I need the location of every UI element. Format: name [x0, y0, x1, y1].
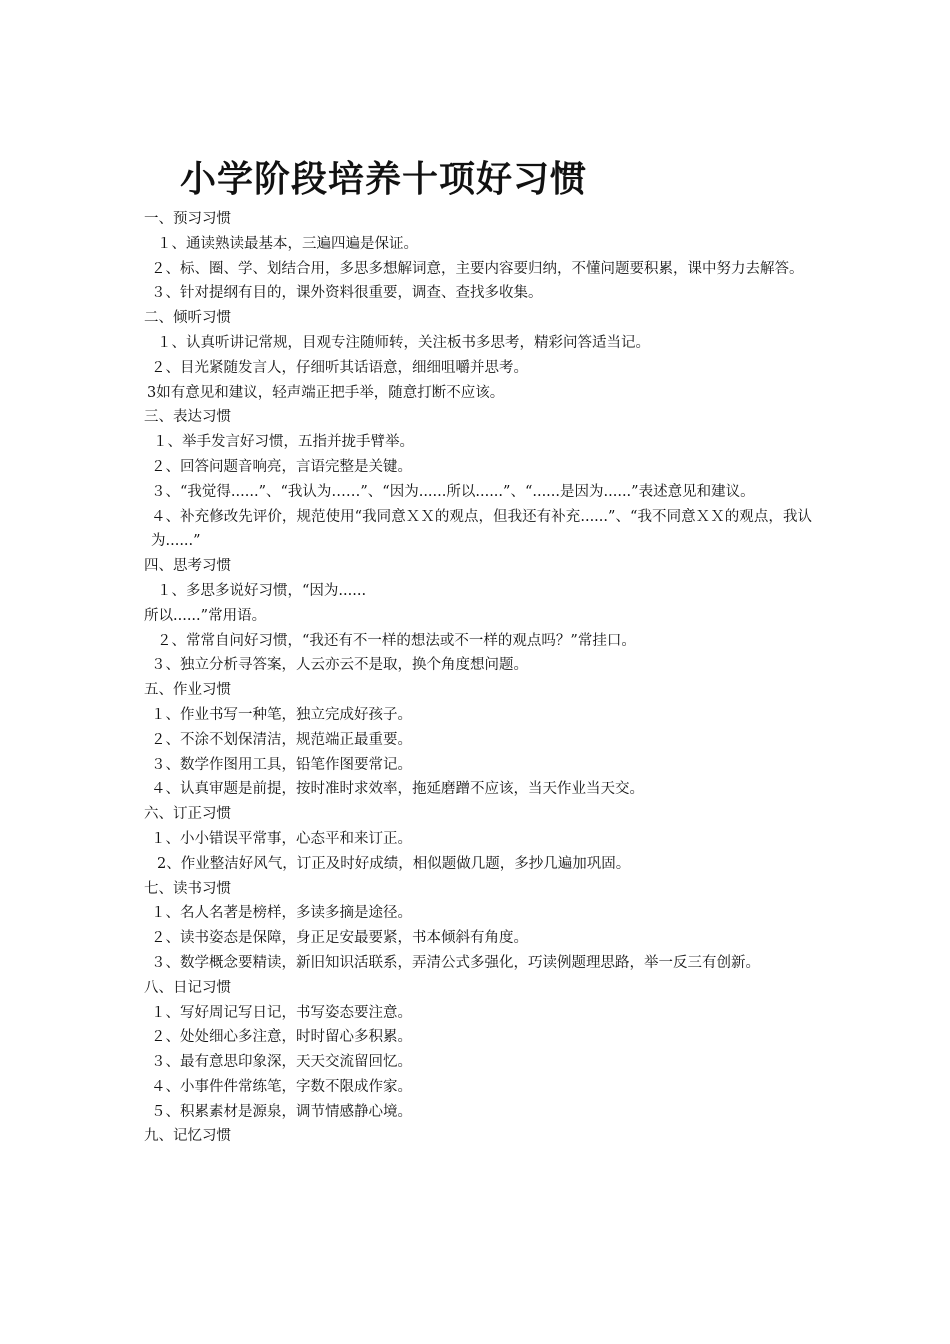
list-item: ２、读书姿态是保障，身正足安最要紧，书本倾斜有角度。 [151, 930, 528, 947]
page-title: 小学阶段培养十项好习惯 [180, 159, 588, 200]
list-item: ３、数学作图用工具，铅笔作图要常记。 [151, 756, 412, 773]
section-heading: 二、倾听习惯 [144, 310, 231, 327]
list-item: ５、积累素材是源泉，调节情感静心境。 [151, 1103, 412, 1120]
list-item: ２、标、圈、学、划结合用，多思多想解词意，主要内容要归纳，不懂问题要积累，课中努力去解答。 [151, 260, 804, 277]
list-item: 2、作业整洁好风气，订正及时好成绩，相似题做几题，多抄几遍加巩固。 [157, 855, 631, 872]
list-item: １、举手发言好习惯，五指并拢手臂举。 [153, 434, 414, 451]
section-heading: 一、预习习惯 [144, 211, 231, 227]
list-item: １、小小错误平常事，心态平和来订正。 [151, 830, 412, 847]
list-item-continuation: 所以......”常用语。 [144, 607, 267, 624]
list-item: １、写好周记写日记，书写姿态要注意。 [151, 1004, 412, 1021]
document-body [144, 207, 812, 1149]
list-item: ３、最有意思印象深，天天交流留回忆。 [151, 1054, 412, 1071]
list-item: ２、回答问题音响亮，言语完整是关键。 [151, 458, 412, 475]
list-item: ３、针对提纲有目的，课外资料很重要，调查、查找多收集。 [151, 285, 543, 302]
section-heading: 九、记忆习惯 [144, 1128, 231, 1145]
list-item: ３、独立分析寻答案，人云亦云不是取，换个角度想问题。 [151, 657, 528, 674]
list-item: １、认真听讲记常规，目观专注随师转，关注板书多思考，精彩问答适当记。 [157, 334, 650, 351]
list-item: ２、常常自问好习惯，“我还有不一样的想法或不一样的观点吗？”常挂口。 [157, 632, 636, 649]
list-item: ３、“我觉得......”、“我认为……”、“因为......所以......”、“......是因为......”表述意见和建议。 [151, 483, 755, 500]
list-item: １、作业书写一种笔，独立完成好孩子。 [151, 706, 412, 723]
section-heading: 六、订正习惯 [144, 806, 231, 823]
list-item: ４、认真审题是前提，按时准时求效率，拖延磨蹭不应该，当天作业当天交。 [151, 781, 644, 798]
list-item: ３、数学概念要精读，新旧知识活联系，弄清公式多强化，巧读例题理思路，举一反三有创新。 [151, 954, 760, 971]
list-item: ２、不涂不划保清洁，规范端正最重要。 [151, 731, 412, 748]
list-item: ４、补充修改先评价，规范使用“我同意ＸＸ的观点，但我还有补充......”、“我不同意ＸＸ的观点，我认为......” [151, 508, 812, 550]
section-heading: 七、读书习惯 [144, 880, 231, 897]
list-item: １、多思多说好习惯，“因为...... [157, 582, 367, 599]
list-item: １、通读熟读最基本，三遍四遍是保证。 [157, 235, 418, 252]
list-item: ２、处处细心多注意，时时留心多积累。 [151, 1029, 412, 1046]
section-heading: 八、日记习惯 [144, 979, 231, 996]
section-heading: 五、作业习惯 [144, 682, 231, 699]
list-item: ２、目光紧随发言人，仔细听其话语意，细细咀嚼并思考。 [151, 359, 528, 376]
list-item: ４、小事件件常练笔，字数不限成作家。 [151, 1078, 412, 1095]
section-heading: 三、表达习惯 [144, 409, 231, 426]
section-heading: 四、思考习惯 [144, 558, 231, 575]
list-item: １、名人名著是榜样，多读多摘是途径。 [151, 905, 412, 922]
list-item: 3如有意见和建议，轻声端正把手举，随意打断不应该。 [147, 384, 505, 401]
